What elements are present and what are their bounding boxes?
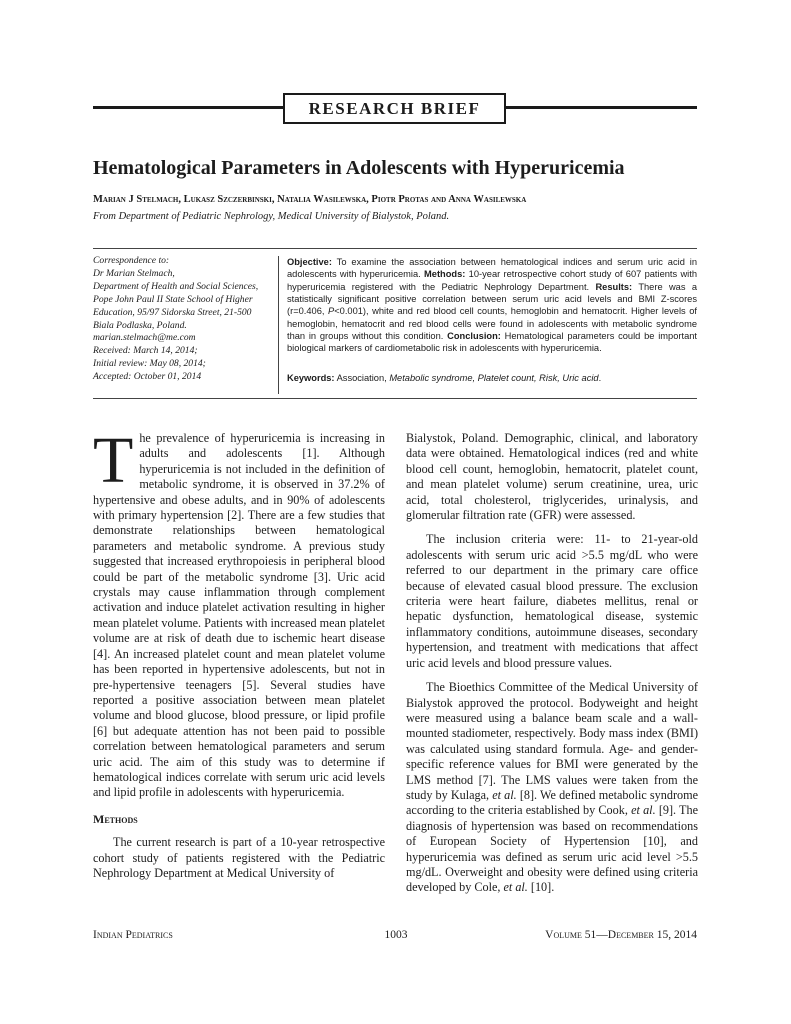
- methods-text: 10-year retrospective cohort study of 607 patients with hyperuricemia registered with the Pediatric Nephrology Department.: [287, 269, 697, 292]
- results-text: There was a statistically significant positive correlation between serum uric acid levels and BMI Z-scores (r=0.406,: [287, 281, 698, 317]
- affiliation: From Department of Pediatric Nephrology, Medical University of Bialystok, Poland.: [93, 211, 450, 222]
- correspondence-line: Biala Podlaska, Poland.: [93, 319, 187, 331]
- article-title: Hematological Parameters in Adolescents with Hyperuricemia: [93, 157, 625, 179]
- methods-paragraph: The current research is part of a 10-year retrospective cohort study of patients registered with the Pediatric Nephrology Department at Medical University of: [93, 835, 385, 880]
- methods-heading: Methods: [93, 811, 138, 826]
- body-column-right: [406, 431, 698, 896]
- volume-date: Volume 51—December 15, 2014: [545, 929, 697, 941]
- results-label: Results:: [595, 281, 633, 292]
- intro-paragraph: [93, 424, 385, 801]
- correspondence-email: marian.stelmach@me.com: [93, 332, 196, 344]
- keywords-italic: Metabolic syndrome, Platelet count, Risk, Uric acid: [389, 373, 599, 383]
- keywords-line: [287, 372, 697, 384]
- intro-text: he prevalence of hyperuricemia is increasing in adults and adolescents [1]. Although hyperuricemia is not included in the definition of metabolic syndrome, it is observed in 37.2% of hypertensive and obese adults, and in 90% of adolescents with primary hypertension [2]. There are a few studies that demonstrate relationships between hematological parameters and metabolic syndrome. A previous study suggested that increased erythropoiesis in peripheral blood could be part of the metabolic syndrome [3]. Uric acid crystals may cause inflammation through complement activation and induce platelet activation resulting in higher mean platelet volume. Patients with increased mean platelet volume are at risk of death due to ischemic heart disease [4]. An increased platelet count and mean platelet volume has been reported in hypertensive adolescents, but not in pre-hypertensive teenagers [5]. Several studies have reported a positive association between mean platelet volume and blood glucose, blood pressure, or lipid profile [6] but adequate attention has not been paid to possible correlation between hematological parameters and serum uric acid. The aim of this study was to determine if hematological indices correlate with serum uric acid levels and lipid profile in adolescents with hyperuricemia.: [93, 431, 385, 800]
- drop-cap: T: [93, 424, 134, 497]
- keywords-plain: Association,: [334, 373, 390, 383]
- conclusion-label: Conclusion:: [447, 331, 501, 342]
- keywords-label: Keywords:: [287, 373, 335, 383]
- objective-label: Objective:: [287, 257, 332, 267]
- et-al: et al.: [631, 803, 656, 818]
- journal-name: Indian Pediatrics: [93, 929, 173, 941]
- author-list: Marian J Stelmach, Lukasz Szczerbinski, Natalia Wasilewska, Piotr Protas and Anna Wasilewska: [93, 194, 527, 205]
- correspondence-line: Received: March 14, 2014;: [93, 345, 198, 357]
- correspondence-line: Correspondence to:: [93, 255, 170, 266]
- et-al: et al.: [492, 787, 517, 802]
- inclusion-paragraph: The inclusion criteria were: 11- to 21-year-old adolescents with serum uric acid >5.5 mg/dL who were referred to our department in the primary care office because of elevated casual blood pressure. The exclusion criteria were heart failure, diabetes mellitus, renal or hepatic dysfunction, hematological disease, systemic inflammatory conditions, autoimmune diseases, secondary hypertension, and treatment with medications that affect uric acid levels and blood pressure values.: [406, 532, 698, 670]
- bioethics-text-b: [8]. We defined metabolic syndrome according to the criteria established by Cook,: [406, 787, 698, 818]
- section-banner: RESEARCH BRIEF: [283, 93, 506, 124]
- bioethics-text-d: [10].: [527, 880, 555, 895]
- conclusion-text: Hematological parameters could be important biological markers of cardiometabolic risk in adolescents with hyperuricemia.: [287, 331, 697, 354]
- abstract-divider: [278, 256, 279, 394]
- banner-rule-right: [506, 106, 697, 109]
- bioethics-text-c: [9]. The diagnosis of hypertension was based on recommendations of European Society of Hypertension [10], and hyperuricemia was defined as serum uric acid level >5.5 mg/dL. Overweight and obesity were defined using criteria developed by Cole,: [406, 803, 699, 895]
- correspondence-line: Pope John Paul II State School of Higher: [93, 293, 253, 305]
- correspondence-line: Initial review: May 08, 2014;: [93, 358, 206, 370]
- objective-text: To examine the association between hematological indices and serum uric acid in adolescents with hyperuricemia.: [287, 257, 697, 280]
- page-number: 1003: [384, 929, 408, 941]
- correspondence-line: Dr Marian Stelmach,: [93, 267, 175, 279]
- keywords-end: .: [598, 373, 602, 383]
- correspondence-line: Accepted: October 01, 2014: [93, 371, 202, 383]
- p-value-symbol: P: [328, 306, 335, 317]
- abstract-rule-bottom: [93, 398, 697, 399]
- body-column-left: [93, 424, 385, 881]
- methods-paragraph-cont: Bialystok, Poland. Demographic, clinical, and laboratory data were obtained. Hematological indices (red and white blood cell count, hemoglobin, hematocrit, platelet count, and mean platelet volume) serum creatinine, urea, uric acid, total cholesterol, triglycerides, urinalysis, and glomerular filtration rate (GFR) were assessed.: [406, 431, 698, 523]
- methods-label: Methods:: [424, 269, 466, 280]
- correspondence-line: Education, 95/97 Sidorska Street, 21-500: [93, 306, 252, 318]
- banner-rule-left: [93, 106, 283, 109]
- correspondence-block: [93, 255, 275, 384]
- bioethics-paragraph: [406, 680, 698, 896]
- abstract-text: [287, 256, 697, 355]
- results-text-cont: <0.001), white and red blood cell counts, hemoglobin and hematocrit. Higher levels of hemoglobin, hematocrit and red blood cells were found in adolescents with metabolic syndrome than in groups without this condition.: [287, 306, 697, 342]
- bioethics-text-a: The Bioethics Committee of the Medical University of Bialystok approved the protocol. Bodyweight and height were measured using a balance beam scale and a wall-mounted stadiometer, respectively. Body mass index (BMI) was calculated using standard formula. Age- and gender-specific reference values for BMI were generated by the LMS method [7]. The LMS values were taken from the study by Kulaga,: [406, 680, 698, 802]
- correspondence-line: Department of Health and Social Sciences,: [93, 280, 259, 292]
- abstract-rule-top: [93, 248, 697, 249]
- et-al: et al.: [503, 880, 528, 895]
